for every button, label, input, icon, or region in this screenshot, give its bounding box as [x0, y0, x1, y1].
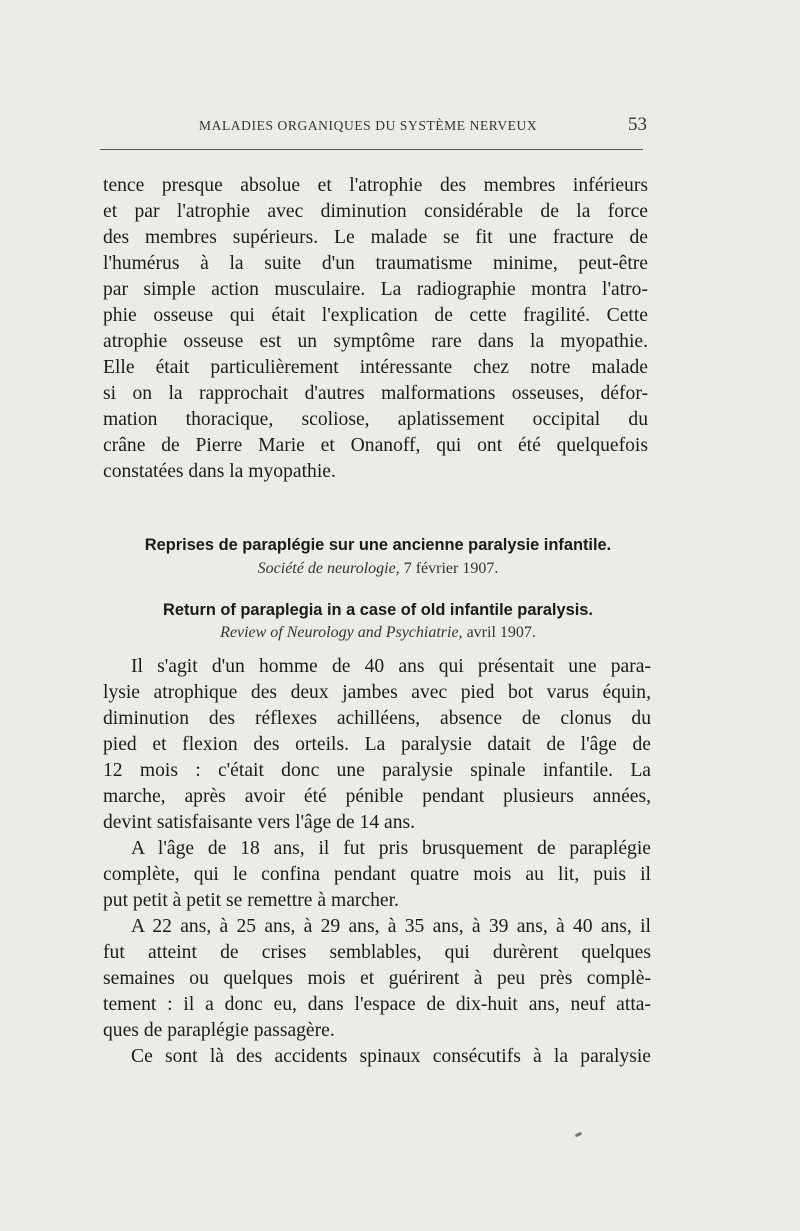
- section-title-french: Reprises de paraplégie sur une ancienne paralysie infantile.: [144, 536, 612, 554]
- running-title: MALADIES ORGANIQUES DU SYSTÈME NERVEUX: [199, 118, 538, 133]
- text-line: A l'âge de 18 ans, il fut pris brusquement de paraplégie: [131, 838, 651, 859]
- text-line: Elle était particulièrement intéressante chez notre malade: [103, 357, 648, 378]
- text-line: tence presque absolue et l'atrophie des membres inférieurs: [103, 175, 648, 196]
- page-number: 53: [628, 114, 647, 135]
- text-line: lysie atrophique des deux jambes avec pied bot varus équin,: [103, 682, 651, 703]
- text-line: atrophie osseuse est un symptôme rare dans la myopathie.: [103, 331, 648, 352]
- text-line: diminution des réflexes achilléens, absence de clonus du: [103, 708, 651, 729]
- text-line: constatées dans la myopathie.: [103, 461, 336, 482]
- paragraph-case-report: [103, 654, 651, 1070]
- text-line: Il s'agit d'un homme de 40 ans qui présentait une para-: [131, 656, 651, 677]
- citation-date: avril 1907.: [462, 624, 536, 641]
- text-line: semaines ou quelques mois et guérirent à peu près complè-: [103, 968, 651, 989]
- text-line: crâne de Pierre Marie et Onanoff, qui ont été quelquefois: [103, 435, 648, 456]
- citation-french: [104, 560, 652, 578]
- header-rule: [100, 149, 643, 150]
- text-line: fut atteint de crises semblables, qui durèrent quelques: [103, 942, 651, 963]
- text-line: 12 mois : c'était donc une paralysie spinale infantile. La: [103, 760, 651, 781]
- text-line: par simple action musculaire. La radiographie montra l'atro-: [103, 279, 648, 300]
- text-line: des membres supérieurs. Le malade se fit une fracture de: [103, 227, 648, 248]
- text-line: mation thoracique, scoliose, aplatissement occipital du: [103, 409, 648, 430]
- text-line: marche, après avoir été pénible pendant plusieurs années,: [103, 786, 651, 807]
- text-line: ques de paraplégie passagère.: [103, 1020, 335, 1041]
- text-line: si on la rapprochait d'autres malformations osseuses, défor-: [103, 383, 648, 404]
- citation-english: [104, 624, 652, 642]
- text-line: tement : il a donc eu, dans l'espace de dix-huit ans, neuf atta-: [103, 994, 651, 1015]
- ink-mark: [575, 1132, 583, 1138]
- text-line: put petit à petit se remettre à marcher.: [103, 890, 399, 911]
- text-line: l'humérus à la suite d'un traumatisme minime, peut-être: [103, 253, 648, 274]
- citation-source: Société de neurologie,: [257, 560, 400, 577]
- text-line: phie osseuse qui était l'explication de cette fragilité. Cette: [103, 305, 648, 326]
- text-line: et par l'atrophie avec diminution considérable de la force: [103, 201, 648, 222]
- text-line: A 22 ans, à 25 ans, à 29 ans, à 35 ans, à 39 ans, à 40 ans, il: [131, 916, 651, 937]
- paragraph-myopathy: [103, 173, 648, 485]
- text-line: Ce sont là des accidents spinaux consécutifs à la paralysie: [131, 1046, 651, 1067]
- citation-date: 7 février 1907.: [399, 560, 499, 577]
- page-header: [103, 114, 651, 138]
- citation-source: Review of Neurology and Psychiatrie,: [220, 624, 463, 641]
- text-line: pied et flexion des orteils. La paralysie datait de l'âge de: [103, 734, 651, 755]
- section-title-english: Return of paraplegia in a case of old infantile paralysis.: [163, 601, 593, 619]
- text-line: complète, qui le confina pendant quatre mois au lit, puis il: [103, 864, 651, 885]
- text-line: devint satisfaisante vers l'âge de 14 ans.: [103, 812, 416, 833]
